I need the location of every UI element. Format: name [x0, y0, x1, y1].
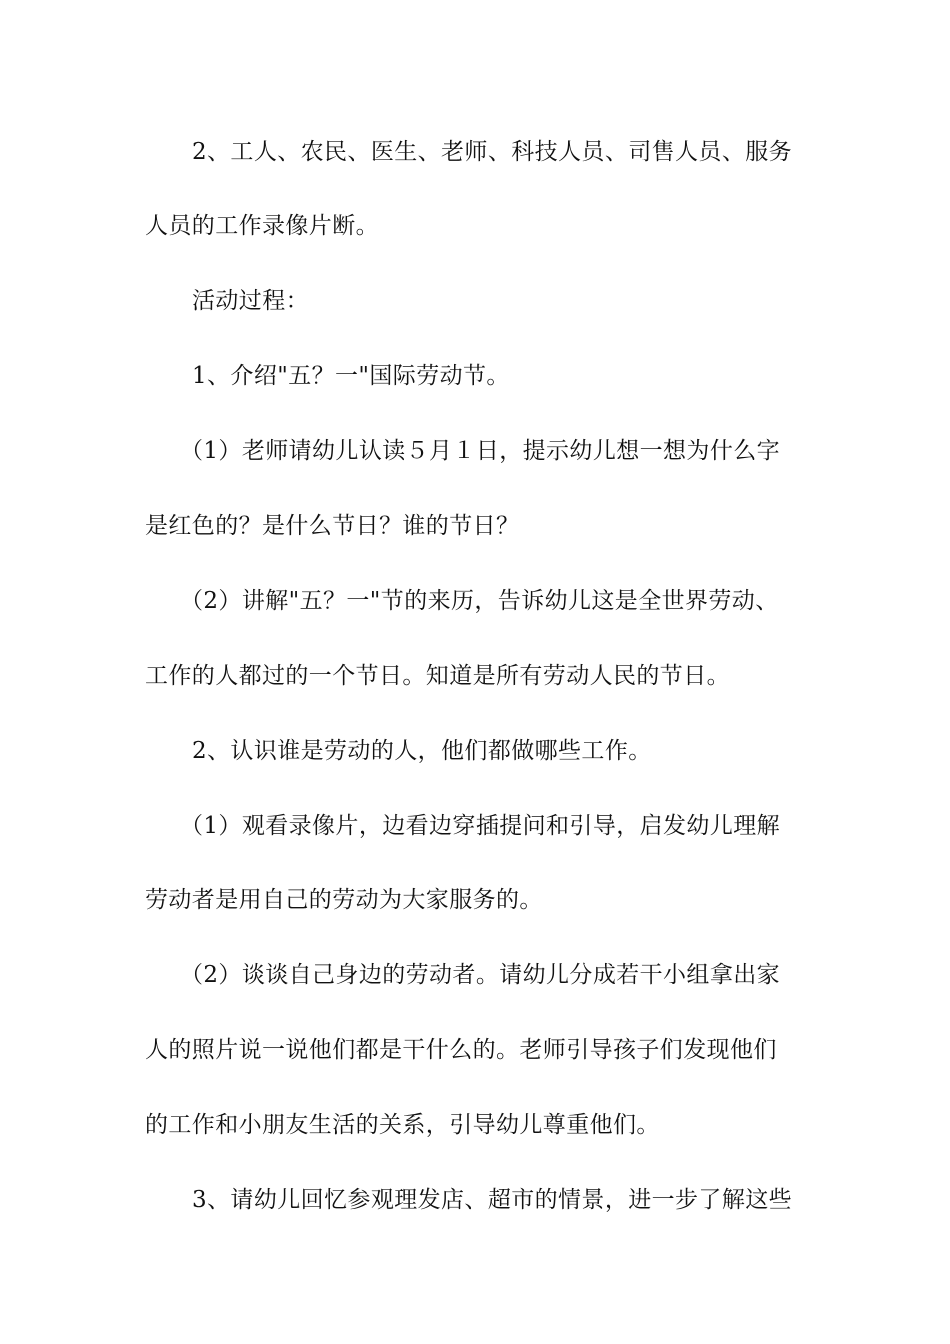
text-line-12: （2）谈谈自己身边的劳动者。请幼儿分成若干小组拿出家	[180, 962, 781, 988]
text-line-1: 2、工人、农民、医生、老师、科技人员、司售人员、服务	[192, 139, 793, 165]
text-line-8: 工作的人都过的一个节日。知道是所有劳动人民的节日。	[145, 663, 730, 689]
text-line-5: （1）老师请幼儿认读５月１日，提示幼儿想一想为什么字	[180, 438, 781, 464]
text-line-13: 人的照片说一说他们都是干什么的。老师引导孩子们发现他们	[145, 1037, 777, 1063]
text-line-15: 3、请幼儿回忆参观理发店、超市的情景，进一步了解这些	[192, 1187, 793, 1213]
text-line-9: 2、认识谁是劳动的人，他们都做哪些工作。	[192, 738, 652, 764]
text-line-7: （2）讲解"五？一"节的来历，告诉幼儿这是全世界劳动、	[180, 588, 779, 614]
text-line-11: 劳动者是用自己的劳动为大家服务的。	[145, 887, 543, 913]
text-line-2: 人员的工作录像片断。	[145, 213, 379, 239]
text-line-10: （1）观看录像片，边看边穿插提问和引导，启发幼儿理解	[180, 813, 781, 839]
text-line-6: 是红色的？是什么节日？谁的节日？	[145, 513, 520, 539]
text-line-4: 1、介绍"五？一"国际劳动节。	[192, 363, 510, 389]
text-line-14: 的工作和小朋友生活的关系，引导幼儿尊重他们。	[145, 1112, 660, 1138]
text-line-3: 活动过程：	[192, 288, 309, 314]
